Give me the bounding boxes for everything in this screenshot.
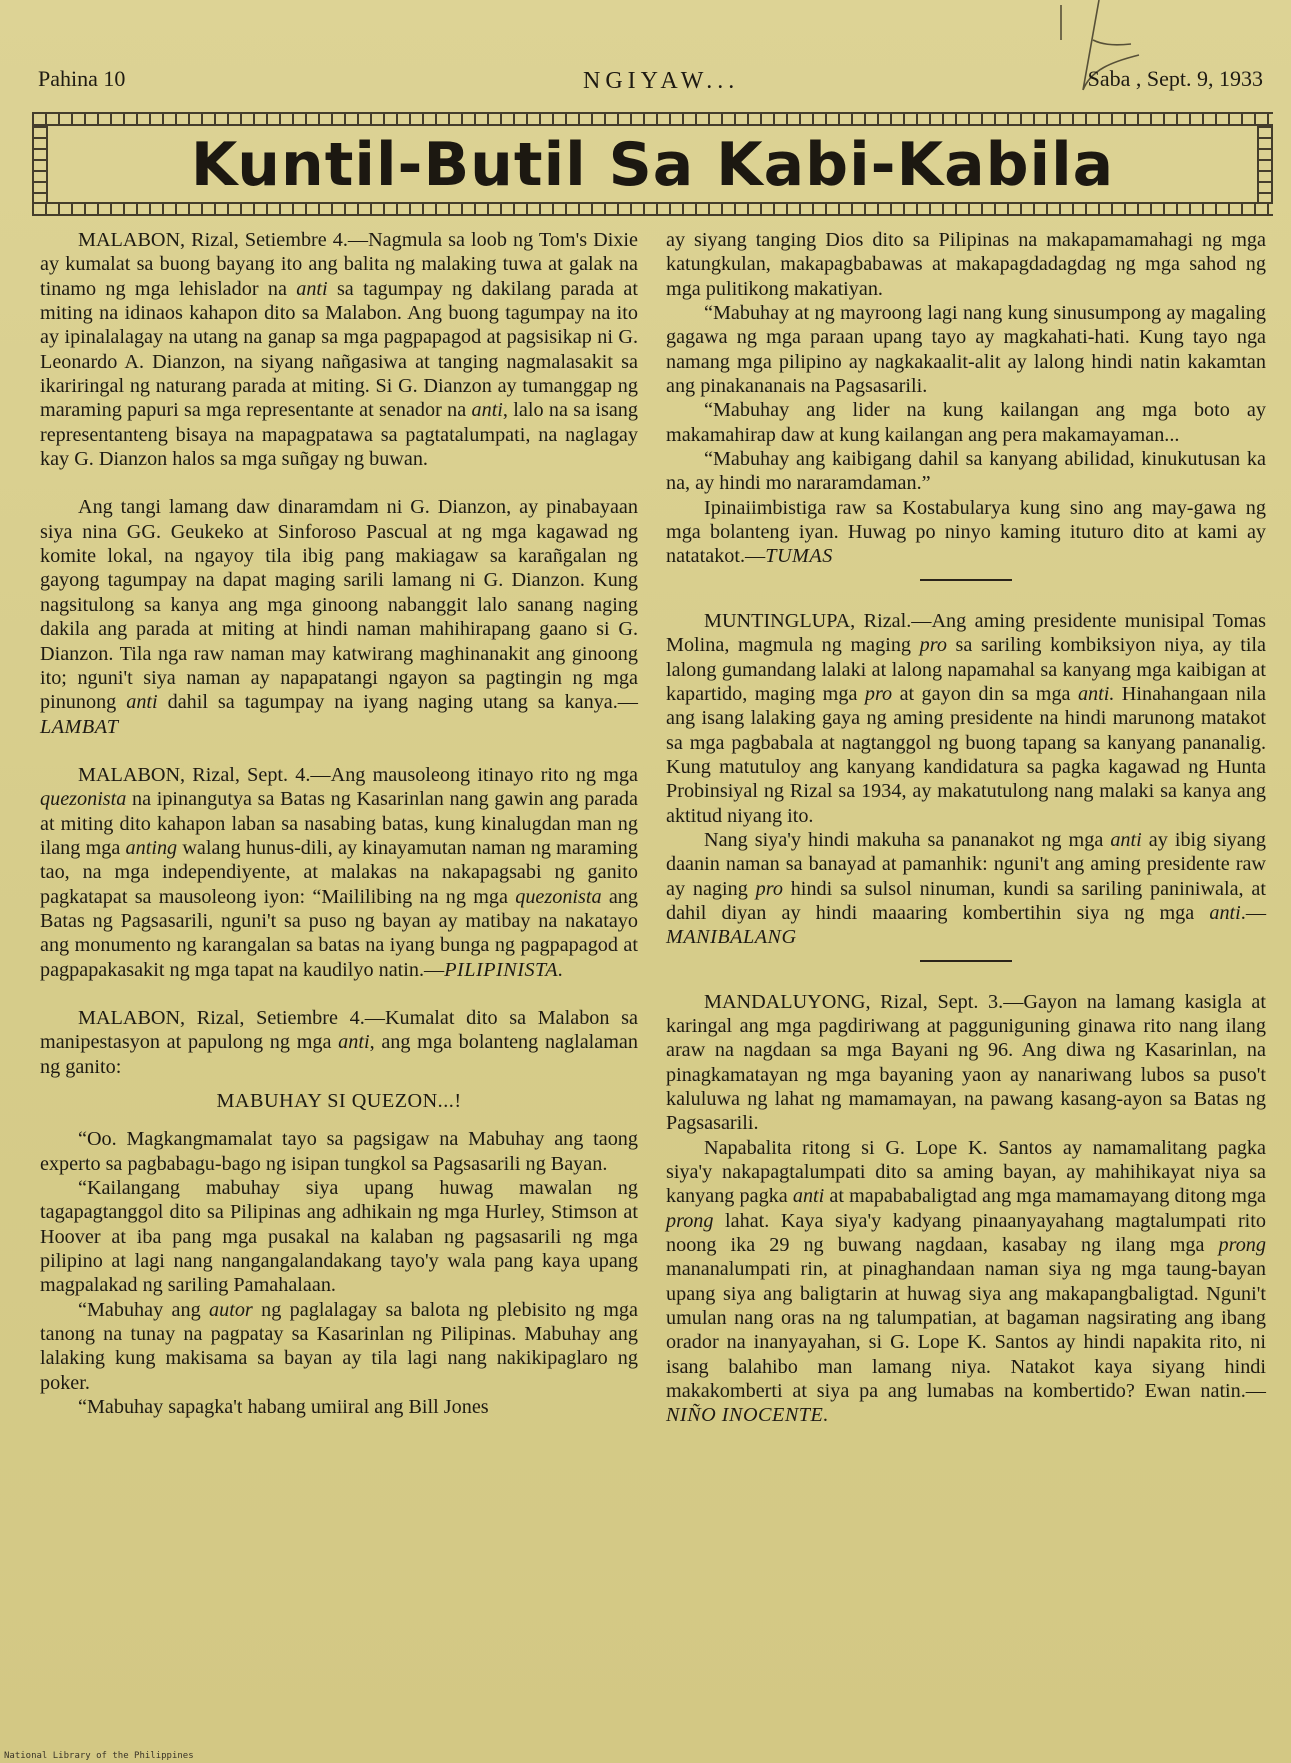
paragraph: “Mabuhay ang autor ng paglalagay sa balota ng plebisito ng mga tanong na tunay na pagpatay sa Kasarinlan ng Pilipinas. Mabuhay ang lalaking kung makisama sa bayan ay tila lagi nang nakikipaglaro ng poker.: [40, 1298, 638, 1394]
paragraph: Ang tangi lamang daw dinaramdam ni G. Dianzon, ay pinabayaan siya nina GG. Geukeko at Sinforoso Pascual at ng mga kagawad ng komite lokal, na ngayoy tila ibig pang makiagaw sa karañgalan ng gayong tagumpay na dapat maging sarili lamang ni G. Dianzon. Kung nagsitulong sa kanya ang mga ginoong nabanggit lalo sanang naging dakila ang parada at miting at hindi naman mahihirapang gaano si G. Dianzon. Tila nga raw naman may katwirang maghinanakit ang ginoong ito; nguni't siya naman ay napapatangi ngayon sa pagtingin ng mga pinunong anti dahil sa tagumpay na iyang naging utang sa kanya.—LAMBAT: [40, 496, 638, 738]
article-mandaluyong: [666, 990, 1266, 1428]
left-column: [40, 228, 638, 1419]
paragraph: Napabalita ritong si G. Lope K. Santos ay namamalitang pagka siya'y nakapagtalumpati dito sa aming bayan, ay mahihikayat niya sa kanyang pagka anti at mapababaligtad ang mga mamamayang ditong mga prong lahat. Kaya siya'y kadyang pinaanyayahang magtalumpati rito noong ika 29 ng buwang nagdaan, kasabay ng ilang mga prong mananalumpati rin, at pinaghandaan naman siya ng mga taung-bayan upang siya ang baligtarin at huwag siya ang makapangbaligtad. Nguni't umulan nang oras na ng talumpatian, at bagaman nagsirating ang ibang orador na inanyayahan, si G. Lope K. Santos ay hindi napakita rito, ni isang balahibo man lamang niya. Natakot kaya siyang hindi makakomberti at siya pa ang lumabas na kombertido? Ewan natin.—NIÑO INOCENTE.: [666, 1136, 1267, 1427]
byline: TUMAS: [765, 545, 833, 568]
paragraph: Ipinaiimbistiga raw sa Kostabularya kung sino ang may-gawa ng mga bolanteng iyan. Huwag po ninyo kaming ituturo dito at kami ay natatakot.—TUMAS: [666, 496, 1266, 568]
byline: MANIBALANG: [666, 926, 797, 949]
issue-date: Saba , Sept. 9, 1933: [1087, 66, 1263, 91]
paragraph: MALABON, Rizal, Sept. 4.—Ang mausoleong itinayo rito ng mga quezonista na ipinangutya sa Batas ng Kasarinlan nang gawin ang parada at miting dito kahapon laban sa nasabing batas, kung kinalugdan man ng ilang mga anting walang hunus-dili, ay kinayamutan naman ng maraming tao, na mga independiyente, at malakas na nakapagsabi ng ganito pagkatapat sa mausoleong iyon: “Maililibing na ng mga quezonista ang Batas ng Pagsasarili, nguni't sa puso ng bayan ay matibay na nakatayo ang monumento ng karangalan sa batas na iyang bunga ng pagpapagod at pagpapakasakit ng mga tapat na kaudilyo natin.—PILIPINISTA.: [40, 763, 638, 981]
title-banner: [32, 112, 1273, 216]
article-malabon-2: [40, 763, 638, 982]
paragraph: “Mabuhay sapagka't habang umiiral ang Bill Jones: [78, 1396, 489, 1419]
masthead: NGIYAW...: [583, 68, 740, 94]
paragraph: MALABON, Rizal, Setiembre 4.—Kumalat dito sa Malabon sa manipestasyon at papulong ng mga anti, ang mga bolanteng naglalaman ng ganito:: [40, 1006, 638, 1078]
section-rule: [920, 960, 1012, 962]
greek-key-border-bottom: [32, 202, 1273, 216]
running-head: [38, 66, 1263, 100]
article-malabon-3: [40, 1006, 638, 1420]
article-malabon-3-continued: [666, 228, 1266, 569]
paragraph: “Mabuhay at ng mayroong lagi nang kung sinusumpong ay magaling gagawa ng mga paraan upang tayo ay magkahati-hati. Kung tayo nga namang mga pilipino ay nagkakaalit-alit ay lalong hindi natin kakamtan ang pinakananais na Pagsasarili.: [666, 302, 1266, 398]
greek-key-border-top: [32, 112, 1273, 126]
paragraph: “Mabuhay ang kaibigang dahil sa kanyang abilidad, kinukutusan ka na, ay hindi mo nararamdaman.”: [666, 448, 1266, 495]
paragraph: “Oo. Magkangmamalat tayo sa pagsigaw na Mabuhay ang taong experto sa pagbabagu-bago ng isipan tungkol sa Pagsasarili ng Bayan.: [40, 1128, 638, 1175]
byline: NIÑO INOCENTE.: [666, 1404, 829, 1427]
paragraph: MUNTINGLUPA, Rizal.—Ang aming presidente munisipal Tomas Molina, magmula ng maging pro sa sariling kombiksiyon niya, ay tila lalong gumandang lalaki at lalong napamahal sa kanyang mga kaibigan at kapartido, maging mga pro at gayon din sa mga anti. Hinahangaan nila ang isang lalaking gaya ng aming presidente na hindi marunong matakot sa mga pagbabala at nagtanggol ng buong tapang sa kanyang pananalig. Kung matutuloy ang kanyang kandidatura sa pagka kagawad ng Hunta Probinsiyal ng Rizal sa 1934, ay makatutulong nang malaki sa kanya ang aktitud niyang ito.: [666, 609, 1266, 827]
paragraph: Nang siya'y hindi makuha sa pananakot ng mga anti ay ibig siyang daanin naman sa banayad at pamanhik: nguni't ang aming presidente raw ay naging pro hindi sa sulsol ninuman, kundi sa sariling paniniwala, at dahil diyan ay hindi maaaring kombertihin siya ng mga anti.—MANIBALANG: [666, 828, 1266, 949]
article-columns: [40, 228, 1267, 1725]
article-malabon-1: [40, 228, 638, 739]
paragraph: “Kailangang mabuhay siya upang huwag mawalan ng tagapagtanggol dito sa Pilipinas ang adhikain ng mga Hurley, Stimson at Hoover at iba pang mga pusakal na kalaban ng pagsasarili ng mga pilipino at lagi nang nangangalandakang tayo'y wala pang kaya upang magpalakad ng sariling Pamahalaan.: [40, 1177, 638, 1297]
article-muntinglupa: [666, 609, 1266, 950]
library-credit: National Library of the Philippines: [4, 1751, 194, 1761]
byline: PILIPINISTA.: [444, 958, 564, 981]
byline: LAMBAT: [40, 715, 119, 738]
paragraph: ay siyang tanging Dios dito sa Pilipinas na makapamamahagi ng mga katungkulan, makapagbabawas at makapagdadagdag ng mga sahod ng mga pulitikong makatiyan.: [666, 229, 1266, 300]
paragraph: MALABON, Rizal, Setiembre 4.—Nagmula sa loob ng Tom's Dixie ay kumalat sa buong bayang ito ang balita ng malaking tuwa at galak na tinamo ng mga lehislador na anti sa tagumpay ng dakilang parada at miting na idinaos kahapon dito sa Malabon. Ang buong tagumpay na ito ay ipinalalagay na utang na ganap sa mga pagpapagod at pagsisikap ni G. Leonardo A. Dianzon, na siyang nañgasiwa at tanging nagmalasakit sa ikariringal ng naturang parada at miting. Si G. Dianzon ay tumanggap ng maraming papuri sa mga representante at senador na anti, lalo na sa isang representanteng bisaya na mapagpatawa sa pagtatalumpati, na naglagay kay G. Dianzon halos sa mga suñgay ng buwan.: [40, 229, 638, 471]
page-number: Pahina 10: [38, 66, 126, 91]
right-column: [666, 228, 1266, 1428]
subheading: MABUHAY SI QUEZON...!: [216, 1090, 462, 1112]
paragraph: MANDALUYONG, Rizal, Sept. 3.—Gayon na lamang kasigla at karingal ang mga pagdiriwang at pagguniguning ginawa rito nang ilang araw na nagdaan sa mga Bayani ng 96. Ang diwa ng Kasarinlan, na pinagkamatayan ng mga bayaning yaon ay nanariwang lubos sa puso't kaluluwa ng lahat ng mamamayan, na pawang kasang-ayon sa Batas ng Pagsasarili.: [666, 990, 1266, 1135]
page-title: Kuntil-Butil Sa Kabi-Kabila: [190, 130, 1115, 200]
section-rule: [920, 579, 1012, 581]
paragraph: “Mabuhay ang lider na kung kailangan ang mga boto ay makamahirap daw at kung kailangan ang pera makamayaman...: [666, 399, 1266, 446]
